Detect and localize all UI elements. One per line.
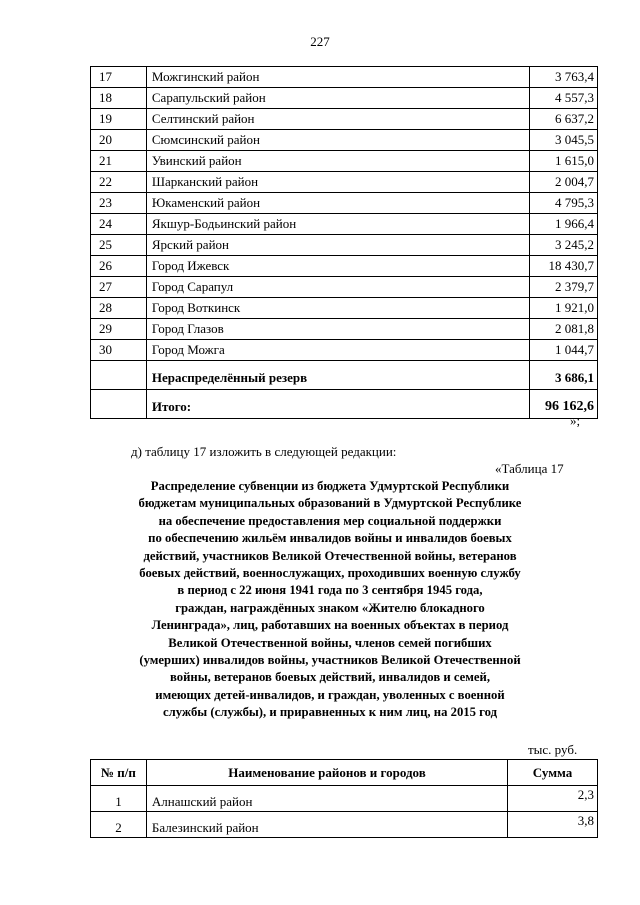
district-name: Якшур-Бодьинский район: [146, 214, 529, 235]
table-row: [91, 235, 598, 256]
district-name: Город Можга: [146, 340, 529, 361]
amount-value: 3 245,2: [530, 235, 598, 256]
amount-value: 1 921,0: [530, 298, 598, 319]
row-number: 29: [91, 319, 147, 340]
heading-line: Великой Отечественной войны, членов семей погибших: [168, 635, 492, 650]
amount-value: 1 615,0: [530, 151, 598, 172]
district-name: Сарапульский район: [146, 88, 529, 109]
heading-line: на обеспечение предоставления мер социальной поддержки: [158, 513, 502, 528]
table-row: [91, 109, 598, 130]
amount-value: 3 045,5: [530, 130, 598, 151]
amount-value: 18 430,7: [530, 256, 598, 277]
row-number: 21: [91, 151, 147, 172]
table-row: [91, 151, 598, 172]
heading-line: войны, ветеранов боевых действий, инвалидов и семей,: [169, 670, 491, 685]
district-name: Можгинский район: [146, 67, 529, 88]
total-label: Итого:: [146, 390, 529, 419]
district-name: Шарканский район: [146, 172, 529, 193]
header-num: № п/п: [91, 760, 147, 786]
row-number: 26: [91, 256, 147, 277]
table-row: [91, 277, 598, 298]
district-name: Город Воткинск: [146, 298, 529, 319]
table-row: [91, 130, 598, 151]
total-row: [91, 390, 598, 419]
table-row: [91, 172, 598, 193]
table-17: [90, 759, 598, 838]
table-row: [91, 193, 598, 214]
amount-value: 2 081,8: [530, 319, 598, 340]
row-number: 25: [91, 235, 147, 256]
header-name: Наименование районов и городов: [146, 760, 507, 786]
row-number: 17: [91, 67, 147, 88]
district-name: Город Сарапул: [146, 277, 529, 298]
heading-line: боевых действий, военнослужащих, проходивших военную службу: [139, 566, 521, 581]
row-number: 28: [91, 298, 147, 319]
table-row: [91, 256, 598, 277]
district-name: Ярский район: [146, 235, 529, 256]
row-number: 27: [91, 277, 147, 298]
amount-value: 2 379,7: [530, 277, 598, 298]
page-number: 227: [310, 34, 330, 49]
heading-line: действий, участников Великой Отечественной войны, ветеранов: [143, 548, 517, 563]
heading-line: Ленинграда», лиц, работавших на военных объектах в период: [151, 618, 509, 633]
district-name: Сюмсинский район: [146, 130, 529, 151]
row-number: 2: [91, 812, 147, 838]
row-number: 18: [91, 88, 147, 109]
row-number: 1: [91, 786, 147, 812]
table-row: [91, 319, 598, 340]
district-name: Город Ижевск: [146, 256, 529, 277]
header-sum: Сумма: [508, 760, 598, 786]
district-name: Балезинский район: [146, 812, 507, 838]
heading-line: службы (службы), и приравненных к ним лиц, на 2015 год: [163, 705, 497, 720]
distribution-table-continued: [90, 66, 598, 419]
amount-value: 2,3: [508, 786, 598, 812]
row-number: 19: [91, 109, 147, 130]
table-row: [91, 88, 598, 109]
amount-value: 4 557,3: [530, 88, 598, 109]
units-label: тыс. руб.: [528, 742, 578, 757]
row-number: 30: [91, 340, 147, 361]
reserve-label: Нераспределённый резерв: [146, 361, 529, 390]
district-name: Юкаменский район: [146, 193, 529, 214]
amount-value: 3 763,4: [530, 67, 598, 88]
amount-value: 1 044,7: [530, 340, 598, 361]
table-row: [91, 812, 598, 838]
table-row: [91, 786, 598, 812]
amount-value: 2 004,7: [530, 172, 598, 193]
table-row: [91, 340, 598, 361]
table-row: [91, 214, 598, 235]
district-name: Увинский район: [146, 151, 529, 172]
amount-value: 6 637,2: [530, 109, 598, 130]
table-17-label: «Таблица 17: [495, 461, 564, 476]
reserve-num-cell: [91, 361, 147, 390]
table-17-header-row: [91, 760, 598, 786]
closing-quote-mark: »;: [570, 413, 581, 428]
amendment-paragraph: д) таблицу 17 изложить в следующей редакции:: [131, 444, 397, 459]
row-number: 24: [91, 214, 147, 235]
row-number: 22: [91, 172, 147, 193]
total-num-cell: [91, 390, 147, 419]
amount-value: 1 966,4: [530, 214, 598, 235]
reserve-value: 3 686,1: [530, 361, 598, 390]
row-number: 20: [91, 130, 147, 151]
amount-value: 4 795,3: [530, 193, 598, 214]
table-17-heading: [70, 478, 590, 722]
total-value: 96 162,6: [530, 390, 598, 419]
district-name: Город Глазов: [146, 319, 529, 340]
heading-line: в период с 22 июня 1941 года по 3 сентября 1945 года,: [177, 583, 483, 598]
heading-line: бюджетам муниципальных образований в Удмуртской Республике: [138, 496, 522, 511]
heading-line: по обеспечению жильём инвалидов войны и инвалидов боевых: [148, 531, 512, 546]
heading-line: (умерших) инвалидов войны, участников Великой Отечественной: [139, 653, 521, 668]
heading-line: граждан, награждённых знаком «Жителю блокадного: [175, 600, 485, 615]
row-number: 23: [91, 193, 147, 214]
heading-line: имеющих детей-инвалидов, и граждан, уволенных с военной: [155, 687, 505, 702]
reserve-row: [91, 361, 598, 390]
table-row: [91, 298, 598, 319]
table-row: [91, 67, 598, 88]
amount-value: 3,8: [508, 812, 598, 838]
district-name: Селтинский район: [146, 109, 529, 130]
heading-line: Распределение субвенции из бюджета Удмуртской Республики: [150, 479, 510, 493]
district-name: Алнашский район: [146, 786, 507, 812]
